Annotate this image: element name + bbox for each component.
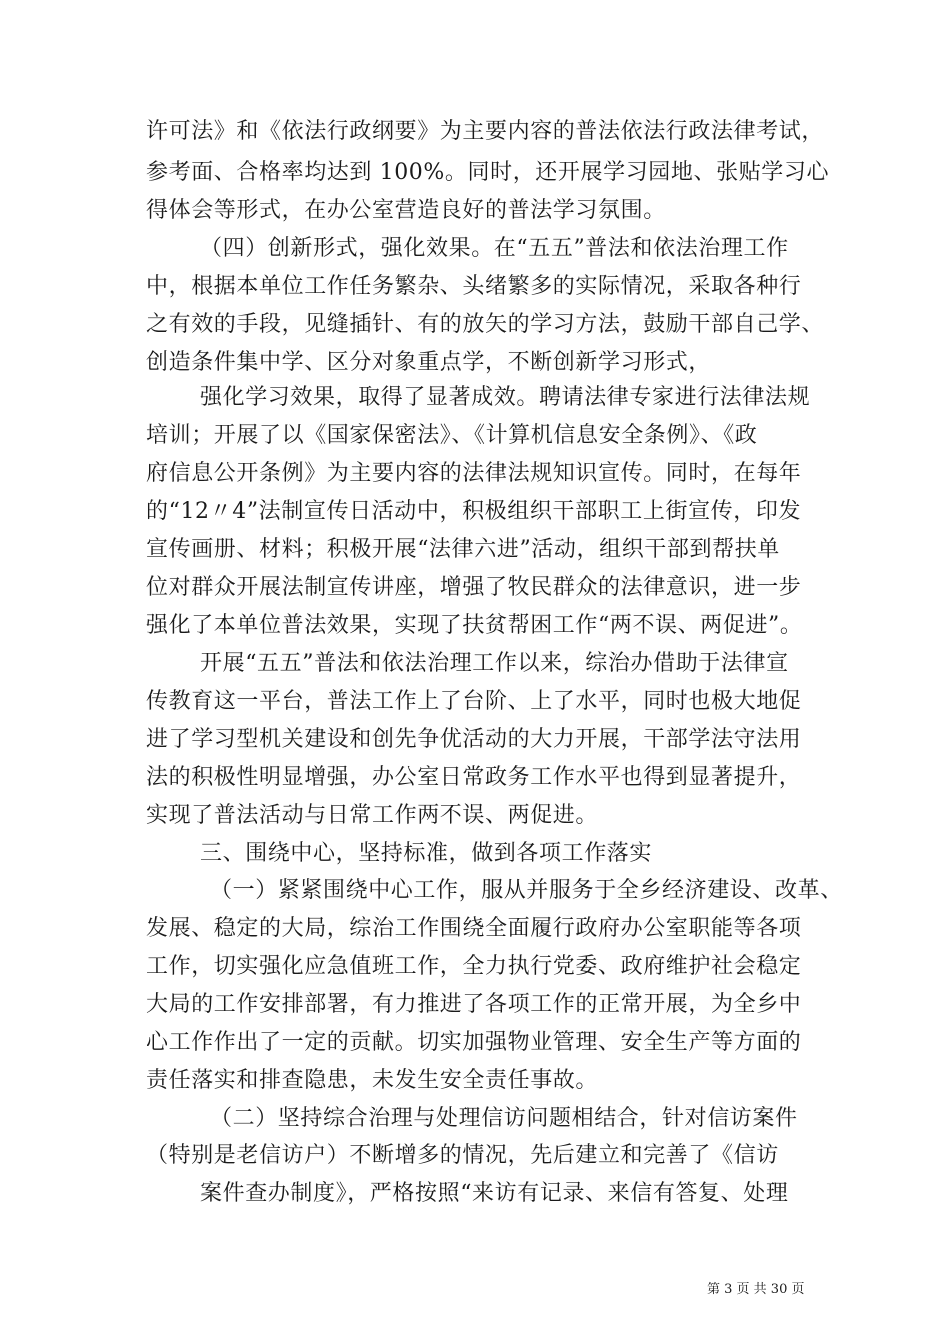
text-line: 参考面、合格率均达到 100%。同时，还开展学习园地、张贴学习心: [146, 160, 830, 185]
text-line: 进了学习型机关建设和创先争优活动的大力开展，干部学法守法用: [146, 727, 802, 752]
text-line: （二）坚持综合治理与处理信访问题相结合，针对信访案件: [210, 1106, 798, 1131]
text-line: （一）紧紧围绕中心工作，服从并服务于全乡经济建设、改革、: [210, 878, 843, 903]
text-line: 法的积极性明显增强，办公室日常政务工作水平也得到显著提升，: [146, 765, 802, 790]
text-line: 强化学习效果，取得了显著成效。聘请法律专家进行法律法规: [200, 385, 811, 410]
text-line: （四）创新形式，强化效果。在“五五”普法和依法治理工作: [200, 236, 789, 261]
text-line: 心工作作出了一定的贡献。切实加强物业管理、安全生产等方面的: [146, 1030, 802, 1055]
page-number: 第 3 页 共 30 页: [707, 1282, 805, 1297]
text-line: 案件查办制度》，严格按照“来访有记录、来信有答复、处理: [200, 1181, 789, 1206]
text-line: 强化了本单位普法效果，实现了扶贫帮困工作“两不误、两促进”。: [146, 613, 803, 638]
text-line: 位对群众开展法制宣传讲座，增强了牧民群众的法律意识，进一步: [146, 575, 802, 600]
text-line: 大局的工作安排部署，有力推进了各项工作的正常开展，为全乡中: [146, 992, 802, 1017]
text-line: 府信息公开条例》为主要内容的法律法规知识宣传。同时，在每年: [146, 461, 802, 486]
text-line: 开展“五五”普法和依法治理工作以来，综治办借助于法律宣: [200, 651, 789, 676]
text-line: （特别是老信访户）不断增多的情况，先后建立和完善了《信访: [146, 1143, 779, 1168]
text-line: 的“12〃4”法制宣传日活动中，积极组织干部职工上街宣传，印发: [146, 499, 802, 524]
text-line: 中，根据本单位工作任务繁杂、头绪繁多的实际情况，采取各种行: [146, 274, 802, 299]
text-line: 工作，切实强化应急值班工作，全力执行党委、政府维护社会稳定: [146, 954, 802, 979]
text-line: 得体会等形式，在办公室营造良好的普法学习氛围。: [146, 198, 666, 223]
text-line: 发展、稳定的大局，综治工作围绕全面履行政府办公室职能等各项: [146, 916, 802, 941]
text-line: 培训；开展了以《国家保密法》、《计算机信息安全条例》、《政: [146, 423, 758, 448]
text-line: 实现了普法活动与日常工作两不误、两促进。: [146, 803, 599, 828]
section-heading: 三、围绕中心，坚持标准，做到各项工作落实: [200, 841, 653, 866]
text-line: 创造条件集中学、区分对象重点学，不断创新学习形式，: [146, 350, 712, 375]
text-line: 责任落实和排查隐患，未发生安全责任事故。: [146, 1068, 599, 1093]
text-line: 传教育这一平台，普法工作上了台阶、上了水平，同时也极大地促: [146, 689, 802, 714]
text-line: 许可法》和《依法行政纲要》为主要内容的普法依法行政法律考试，: [146, 119, 825, 144]
text-line: 宣传画册、材料；积极开展“法律六进”活动，组织干部到帮扶单: [146, 537, 780, 562]
text-line: 之有效的手段，见缝插针、有的放矢的学习方法，鼓励干部自己学、: [146, 312, 825, 337]
